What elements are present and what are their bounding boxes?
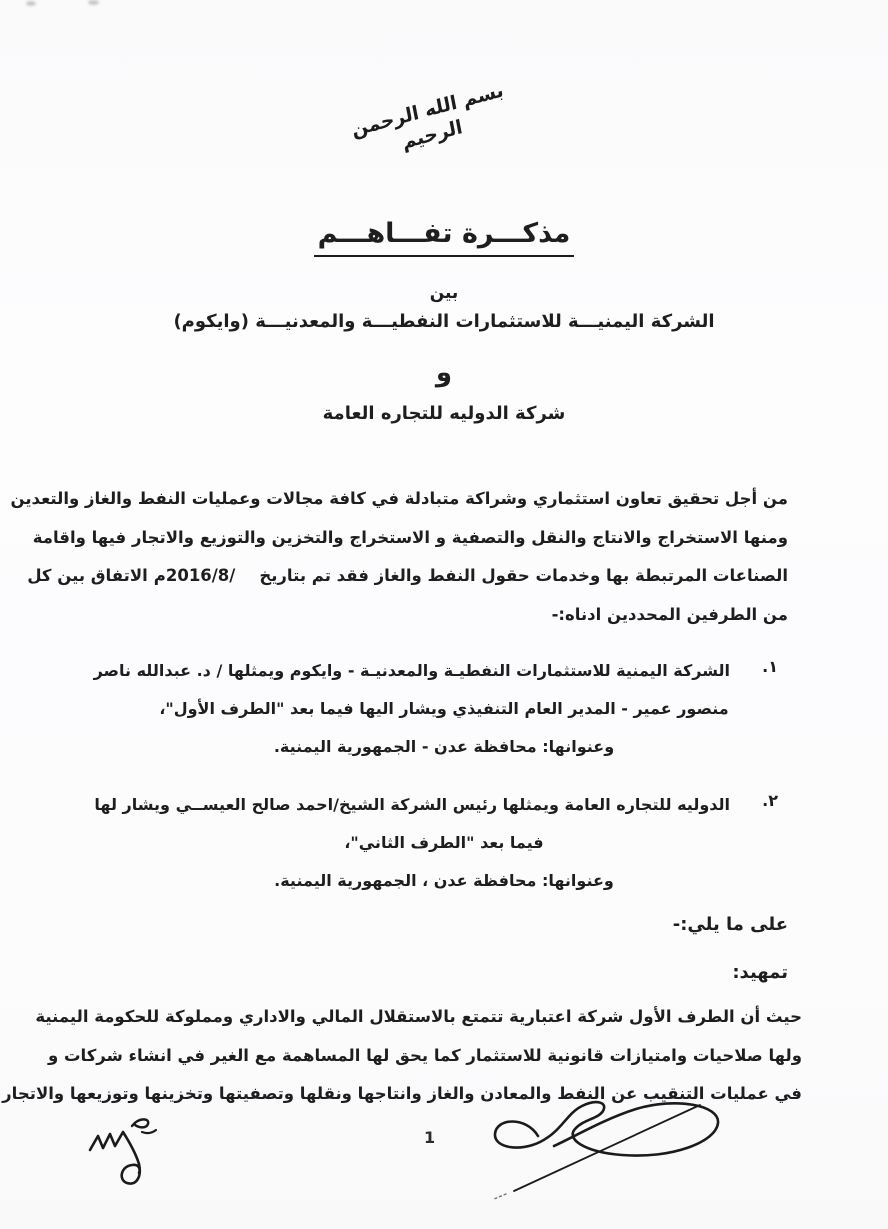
document-title-text: مذكـــرة تفـــاهـــم	[314, 218, 575, 257]
preamble-line-2: ولها صلاحيات وامتيازات قانونية للاستثمار كما يحق لها المساهمة مع الغير في انشاء شركات و	[47, 1045, 802, 1065]
intro-line-3-after: الاتفاق بين كل	[27, 566, 148, 585]
intro-line-3-before: الصناعات المرتبطة بها وخدمات حقول النفط والغاز فقد تم بتاريخ	[259, 566, 788, 585]
document-title	[0, 218, 888, 249]
party1-name: الشركة اليمنيـــة للاستثمارات النفطيـــة والمعدنيـــة (وايكوم)	[173, 311, 715, 332]
agreement-clause: على ما يلي:-	[672, 914, 788, 935]
handwritten-signature-right	[476, 1092, 768, 1207]
intro-line-4: من الطرفين المحددين ادناه:-	[551, 604, 788, 624]
page-number: 1	[424, 1128, 436, 1147]
conjunction-and: و	[435, 358, 453, 388]
party-item-1-line-3: وعنوانها: محافظة عدن - الجمهورية اليمنية.	[273, 737, 615, 756]
party-item-1-line-1: الشركة اليمنية للاستثمارات النفطيـة والمعدنيـة - وايكوم ويمثلها / د. عبدالله ناصر	[93, 661, 730, 680]
party-item-1-number: ١.	[762, 657, 778, 676]
party-item-2	[94, 787, 778, 901]
party-item-2-number: ٢.	[762, 791, 778, 810]
scan-smudge-1	[26, 1, 36, 6]
party2-name: شركة الدوليه للتجاره العامة	[322, 403, 566, 424]
intro-paragraph	[10, 481, 788, 635]
agreement-date: م2016/8/	[153, 566, 236, 585]
party-item-1-line-2: منصور عمير - المدير العام التنفيذي ويشار اليها فيما بعد "الطرف الأول"،	[159, 699, 729, 718]
scan-smudge-2	[88, 0, 99, 5]
between-label: بين	[429, 283, 459, 303]
preamble-line-1: حيث أن الطرف الأول شركة اعتبارية تتمتع بالاستقلال المالي والاداري ومملوكة للحكومة اليمنية	[35, 1007, 802, 1026]
intro-line-2: ومنها الاستخراج والانتاج والنقل والتصفية و الاستخراج والتخزين والتوزيع والاتجار فيها واقامة	[32, 527, 788, 547]
party-item-2-line-1: الدوليه للتجاره العامة ويمثلها رئيس الشركة الشيخ/احمد صالح العيســي ويشار لها	[94, 795, 730, 814]
intro-line-1: من أجل تحقيق تعاون استثماري وشراكة متبادلة في كافة مجالات وعمليات النفط والغاز والتعدين	[10, 489, 788, 508]
preamble-line-3: في عمليات التنقيب عن النفط والمعادن والغاز وانتاجها ونقلها وتصفيتها وتخزينها وتوزيعها والاتجار	[2, 1084, 802, 1103]
intro-line-3	[27, 558, 788, 597]
preamble-heading: تمهيد:	[732, 962, 788, 983]
party-item-1	[93, 653, 778, 767]
party-item-2-line-3: وعنوانها: محافظة عدن ، الجمهورية اليمنية.	[274, 871, 614, 890]
handwritten-signature-left	[82, 1110, 164, 1195]
bismillah-calligraphy: بسم الله الرحمن الرحيم	[349, 79, 506, 154]
party-item-2-line-2: فيما بعد "الطرف الثاني"،	[344, 833, 544, 852]
